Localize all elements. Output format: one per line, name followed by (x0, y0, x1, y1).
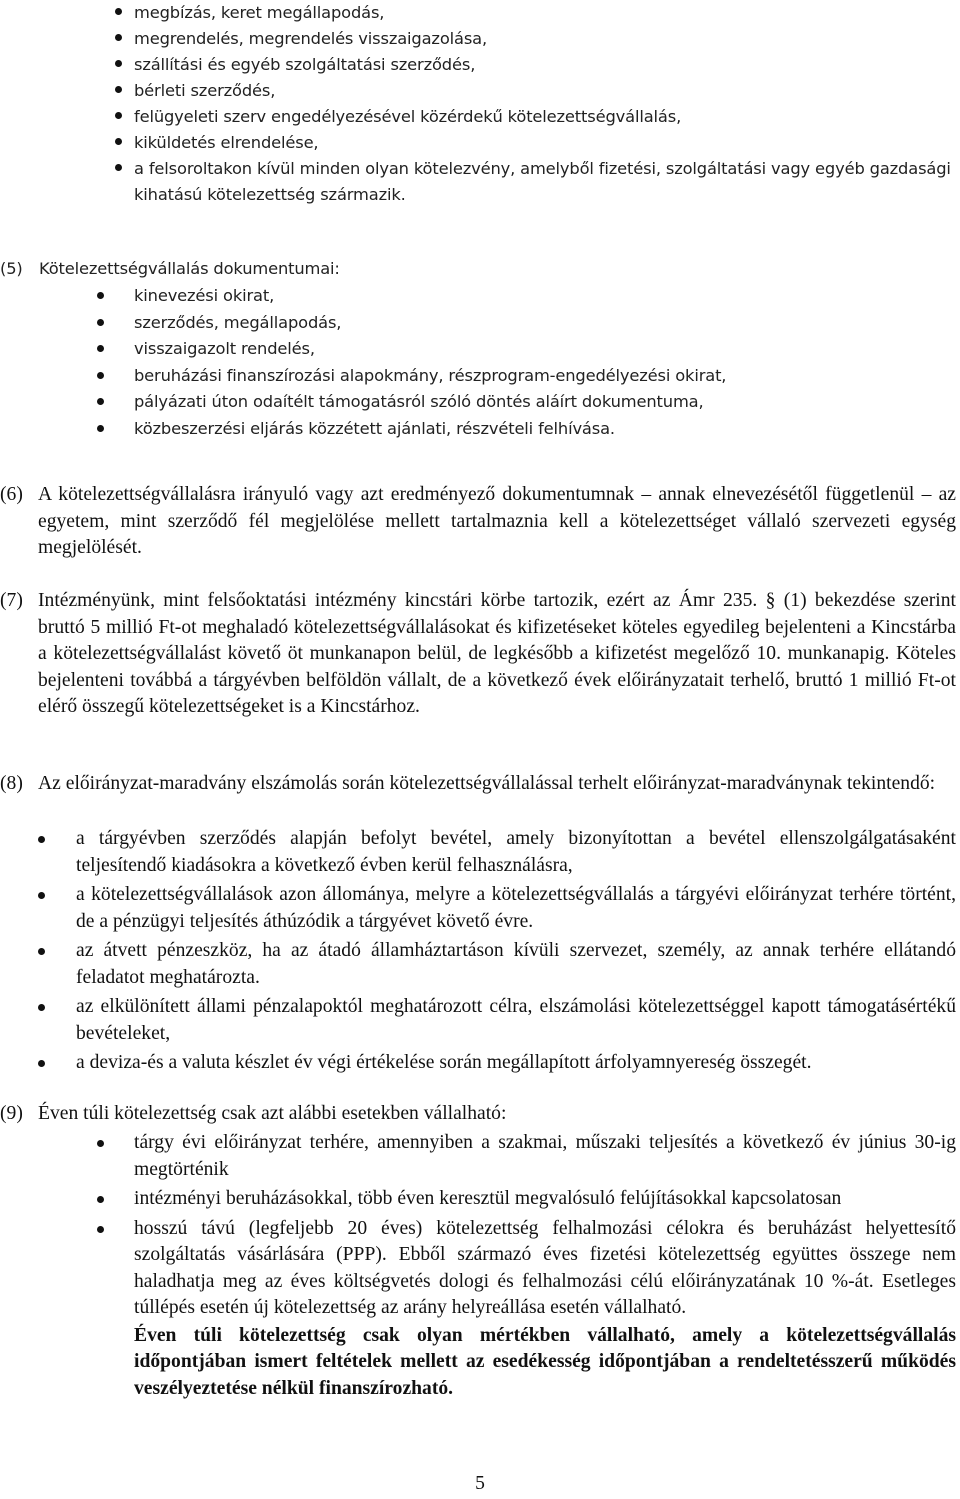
section-9-intro: Éven túli kötelezettség csak azt alábbi esetekben vállalható: (38, 1103, 507, 1124)
list-item: közbeszerzési eljárás közzétett ajánlati, részvételi felhívása. (134, 416, 956, 443)
list-item: bérleti szerződés, (134, 78, 956, 104)
bullet-icon (115, 112, 122, 119)
section-5 (0, 256, 956, 284)
bullet-icon (115, 86, 122, 93)
section-number: (5) (0, 259, 23, 278)
top-list (134, 0, 956, 208)
list-item: az átvett pénzeszköz, ha az átadó államháztartáson kívüli szervezet, személy, az annak terhére ellátandó feladatot meghatározta. (76, 938, 956, 991)
bullet-icon (97, 1140, 104, 1147)
section-number: (6) (0, 484, 23, 505)
bullet-icon (38, 948, 45, 955)
list-item: a tárgyévben szerződés alapján befolyt bevétel, amely bizonyítottan a bevétel ellenszolgálgatásaként teljesítendő kiadásokra a következő évben kerül felhasználásra, (76, 826, 956, 879)
bullet-icon (115, 60, 122, 67)
list-item: hosszú távú (legfeljebb 20 éves) kötelezettség felhalmozási célokra és beruházást helyettesítő szolgáltatás vásárlására (PPP). Ebből származó éves fizetési kötelezettség együttes összege nem haladhatja meg az éves költségvetés dologi és felhalmozási célú előirányzatának 10 %-át. Esetleges túllépés esetén új kötelezettség az arány helyreállása esetén vállalható. (134, 1216, 956, 1322)
list-item: intézményi beruházásokkal, több éven keresztül megvalósuló felújításokkal kapcsolatosan (134, 1186, 956, 1213)
bullet-icon (38, 892, 45, 899)
bullet-icon (97, 345, 104, 352)
list-item: pályázati úton odaítélt támogatásról szóló döntés aláírt dokumentuma, (134, 389, 956, 416)
list-item: megrendelés, megrendelés visszaigazolása, (134, 26, 956, 52)
bullet-icon (97, 1196, 104, 1203)
page-number: 5 (475, 1473, 485, 1494)
section-5-heading (0, 256, 956, 284)
section-5-list (134, 283, 956, 443)
bullet-icon (115, 138, 122, 145)
section-8-list (76, 826, 956, 1080)
section-number: (9) (0, 1103, 23, 1124)
section-number: (7) (0, 590, 23, 611)
section-9-list (134, 1130, 956, 1405)
bullet-icon (97, 372, 104, 379)
list-item: felügyeleti szerv engedélyezésével közérdekű kötelezettségvállalás, (134, 104, 956, 130)
list-item: kinevezési okirat, (134, 283, 956, 310)
bullet-icon (115, 8, 122, 15)
bullet-icon (97, 398, 104, 405)
bullet-icon (38, 836, 45, 843)
list-item: az elkülönített állami pénzalapoktól meghatározott célra, elszámolási kötelezettséggel kapott támogatásértékű bevételeket, (76, 994, 956, 1047)
bullet-icon (97, 292, 104, 299)
bullet-icon (115, 164, 122, 171)
list-item: a kötelezettségvállalások azon állománya, melyre a kötelezettségvállalás a tárgyévi előirányzat terhére történt, de a pénzügyi teljesítés áthúzódik a tárgyévet követő évre. (76, 882, 956, 935)
bold-note: Éven túli kötelezettség csak olyan mértékben vállalható, amely a kötelezettségvállalás időpontjában ismert feltételek mellett az esedékesség időpontjában a rendeltetésszerű működés veszélyeztetése nélkül finanszírozható. (134, 1324, 956, 1399)
bullet-icon (97, 425, 104, 432)
list-item: a felsoroltakon kívül minden olyan kötelezvény, amelyből fizetési, szolgáltatási vagy egyéb gazdasági kihatású kötelezettség származik. (134, 156, 956, 208)
bullet-icon (38, 1060, 45, 1067)
list-item: kiküldetés elrendelése, (134, 130, 956, 156)
section-6-text: A kötelezettségvállalásra irányuló vagy azt eredményező dokumentumnak – annak elnevezésétől függetlenül – az egyetem, mint szerződő fél megjelölése mellett tartalmaznia kell a kötelezettséget vállaló szervezeti egység megjelölését. (38, 484, 956, 558)
list-item: tárgy évi előirányzat terhére, amennyiben a szakmai, műszaki teljesítés a következő év június 30-ig megtörténik (134, 1130, 956, 1183)
list-item: visszaigazolt rendelés, (134, 336, 956, 363)
bullet-icon (115, 34, 122, 41)
section-7-text: Intézményünk, mint felsőoktatási intézmény kincstári körbe tartozik, ezért az Ámr 235. § (1) bekezdése szerint bruttó 5 millió Ft-ot meghaladó kötelezettségvállalásokat és kifizetéseket köteles egyedileg bejelenteni a Kincstárba a kötelezettségvállalást követő öt munkanapon belül, de legkésőbb a kifizetést megelőző 10. munkanapig. Köteles bejelenteni továbbá a tárgyévben belföldön vállalt, de a következő évek előirányzatait terhelő, bruttó 1 millió Ft-ot elérő összegű kötelezettségeket is a Kincstárhoz. (38, 590, 956, 717)
bullet-icon (97, 1226, 104, 1233)
list-item: szállítási és egyéb szolgáltatási szerződés, (134, 52, 956, 78)
bullet-icon (97, 319, 104, 326)
section-number: (8) (0, 773, 23, 794)
section-heading: Kötelezettségvállalás dokumentumai: (39, 259, 340, 278)
list-item: beruházási finanszírozási alapokmány, részprogram-engedélyezési okirat, (134, 363, 956, 390)
bullet-icon (38, 1004, 45, 1011)
section-8-intro: Az előirányzat-maradvány elszámolás során kötelezettségvállalással terhelt előirányzat-maradványnak tekintendő: (38, 773, 936, 794)
list-item: megbízás, keret megállapodás, (134, 0, 956, 26)
list-item: szerződés, megállapodás, (134, 310, 956, 337)
list-item: a deviza-és a valuta készlet év végi értékelése során megállapított árfolyamnyereség összegét. (76, 1050, 956, 1077)
